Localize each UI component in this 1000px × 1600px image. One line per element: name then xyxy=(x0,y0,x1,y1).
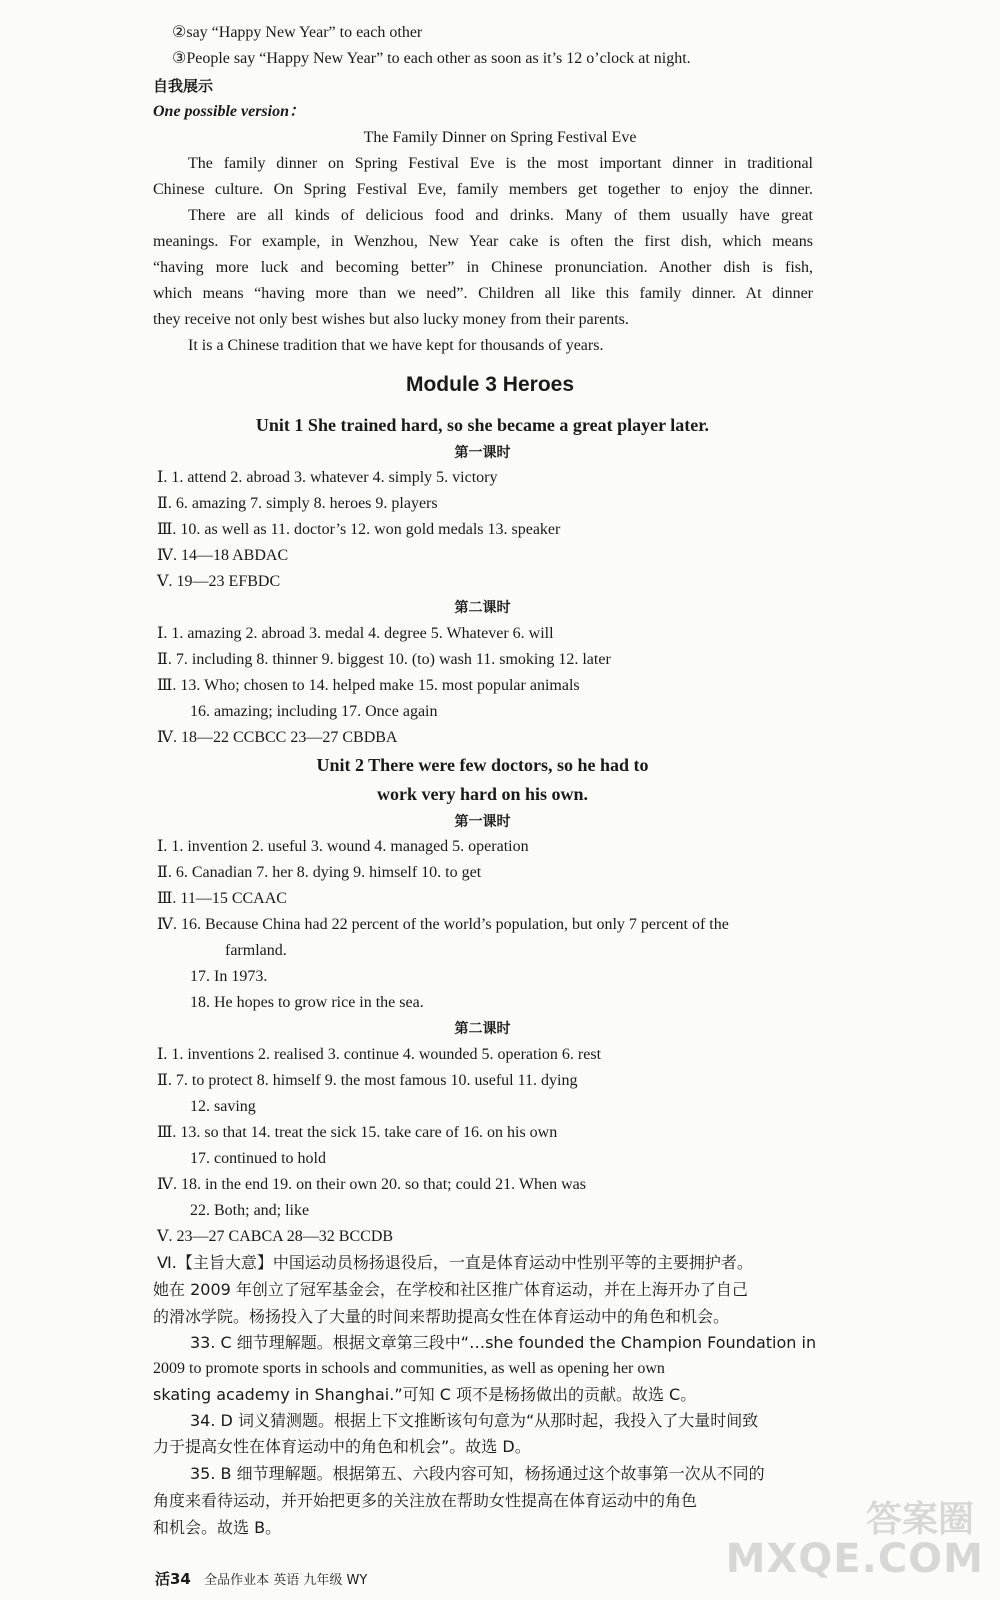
answer-line: farmland. xyxy=(225,942,287,959)
answer-line: 18. He hopes to grow rice in the sea. xyxy=(190,994,424,1011)
watermark-logo: 答案圈 xyxy=(865,1499,974,1540)
answer-line: Ⅳ. 16. Because China had 22 percent of the world’s population, but only 7 percent of the xyxy=(157,916,729,933)
essay-line: meanings. For example, in Wenzhou, New Year cake is often the first dish, which means xyxy=(153,233,813,250)
answer-line: Ⅱ. 7. including 8. thinner 9. biggest 10. (to) wash 11. smoking 12. later xyxy=(157,651,611,668)
answer-line: Ⅱ. 7. to protect 8. himself 9. the most famous 10. useful 11. dying xyxy=(157,1072,578,1089)
answer-line: Ⅱ. 6. amazing 7. simply 8. heroes 9. players xyxy=(157,495,438,512)
explanation-line: 角度来看待运动，并开始把更多的关注放在帮助女性提高在体育运动中的角色 xyxy=(153,1491,698,1510)
essay-line: The family dinner on Spring Festival Eve is the most important dinner in traditional xyxy=(188,155,813,172)
answer-line: Ⅳ. 18—22 CCBCC 23—27 CBDBA xyxy=(157,729,398,746)
answer-line: Ⅲ. 10. as well as 11. doctor’s 12. won gold medals 13. speaker xyxy=(157,521,561,538)
essay-line: which means “having more than we need”. Children all like this family dinner. At dinner xyxy=(153,285,813,302)
essay-title: The Family Dinner on Spring Festival Eve xyxy=(363,129,637,146)
essay-line: they receive not only best wishes but also lucky money from their parents. xyxy=(153,311,629,328)
essay-line: Chinese culture. On Spring Festival Eve, family members get together to enjoy the dinner. xyxy=(153,181,813,198)
page-footer xyxy=(155,1568,367,1589)
unit-title: Unit 1 She trained hard, so she became a great player later. xyxy=(255,415,710,435)
answer-line: Ⅴ. 23—27 CABCA 28—32 BCCDB xyxy=(157,1228,394,1245)
lesson-heading: 第二课时 xyxy=(454,600,511,616)
explanation-line: 2009 to promote sports in schools and communities, as well as opening her own xyxy=(153,1360,665,1377)
explanation-line: 34. D 词义猜测题。根据上下文推断该句句意为“从那时起，我投入了大量时间致 xyxy=(190,1411,759,1430)
answer-line: Ⅴ. 19—23 EFBDC xyxy=(157,573,281,590)
explanation-line: 33. C 细节理解题。根据文章第三段中“…she founded the Champion Foundation in xyxy=(190,1333,817,1352)
answer-line: Ⅰ. 1. inventions 2. realised 3. continue 4. wounded 5. operation 6. rest xyxy=(157,1046,602,1063)
answer-line: Ⅰ. 1. invention 2. useful 3. wound 4. managed 5. operation xyxy=(157,838,529,855)
answer-line: Ⅳ. 14—18 ABDAC xyxy=(157,547,289,564)
lesson-heading: 第二课时 xyxy=(454,1021,511,1037)
essay-line: It is a Chinese tradition that we have kept for thousands of years. xyxy=(188,337,604,354)
summary-line: Ⅵ.【主旨大意】中国运动员杨扬退役后，一直是体育运动中性别平等的主要拥护者。 xyxy=(157,1253,753,1272)
answer-line: ②say “Happy New Year” to each other xyxy=(172,24,423,41)
answer-line: Ⅲ. 13. so that 14. treat the sick 15. take care of 16. on his own xyxy=(157,1124,558,1141)
summary-line: 她在 2009 年创立了冠军基金会，在学校和社区推广体育运动，并在上海开办了自己 xyxy=(153,1280,748,1299)
answer-line: 17. continued to hold xyxy=(190,1150,326,1167)
summary-line: 的滑冰学院。杨扬投入了大量的时间来帮助提高女性在体育运动中的角色和机会。 xyxy=(153,1307,730,1326)
answer-line: Ⅳ. 18. in the end 19. on their own 20. so that; could 21. When was xyxy=(157,1176,586,1193)
explanation-line: 力于提高女性在体育运动中的角色和机会”。故选 D。 xyxy=(153,1437,531,1456)
lesson-heading: 第一课时 xyxy=(454,814,511,830)
answer-line: 16. amazing; including 17. Once again xyxy=(190,703,438,720)
page-number: 活34 xyxy=(155,1570,191,1588)
answer-line: Ⅰ. 1. attend 2. abroad 3. whatever 4. simply 5. victory xyxy=(157,469,498,486)
essay-line: “having more luck and becoming better” in Chinese pronunciation. Another dish is fish, xyxy=(153,259,813,276)
explanation-line: 35. B 细节理解题。根据第五、六段内容可知，杨扬通过这个故事第一次从不同的 xyxy=(190,1464,765,1483)
answer-line: Ⅲ. 13. Who; chosen to 14. helped make 15. most popular animals xyxy=(157,677,580,694)
answer-line: Ⅲ. 11—15 CCAAC xyxy=(157,890,287,907)
unit-title: work very hard on his own. xyxy=(376,784,589,804)
module-title: Module 3 Heroes xyxy=(405,373,575,396)
answer-line: Ⅱ. 6. Canadian 7. her 8. dying 9. himself 10. to get xyxy=(157,864,482,881)
essay-line: There are all kinds of delicious food and drinks. Many of them usually have great xyxy=(188,207,813,224)
answer-line: Ⅰ. 1. amazing 2. abroad 3. medal 4. degree 5. Whatever 6. will xyxy=(157,625,554,642)
answer-line: 12. saving xyxy=(190,1098,256,1115)
version-label: One possible version： xyxy=(153,103,306,120)
answer-line: 17. In 1973. xyxy=(190,968,268,985)
section-heading-showcase: 自我展示 xyxy=(153,77,214,95)
explanation-line: 和机会。故选 B。 xyxy=(153,1518,282,1537)
book-series: 全品作业本 英语 九年级 WY xyxy=(204,1573,368,1588)
answer-line: ③People say “Happy New Year” to each other as soon as it’s 12 o’clock at night. xyxy=(172,50,691,67)
answer-line: 22. Both; and; like xyxy=(190,1202,310,1219)
lesson-heading: 第一课时 xyxy=(454,445,511,461)
watermark-text: MXQE.COM xyxy=(725,1536,984,1582)
unit-title: Unit 2 There were few doctors, so he had to xyxy=(316,755,649,775)
explanation-line: skating academy in Shanghai.”可知 C 项不是杨扬做出的贡献。故选 C。 xyxy=(153,1385,697,1404)
